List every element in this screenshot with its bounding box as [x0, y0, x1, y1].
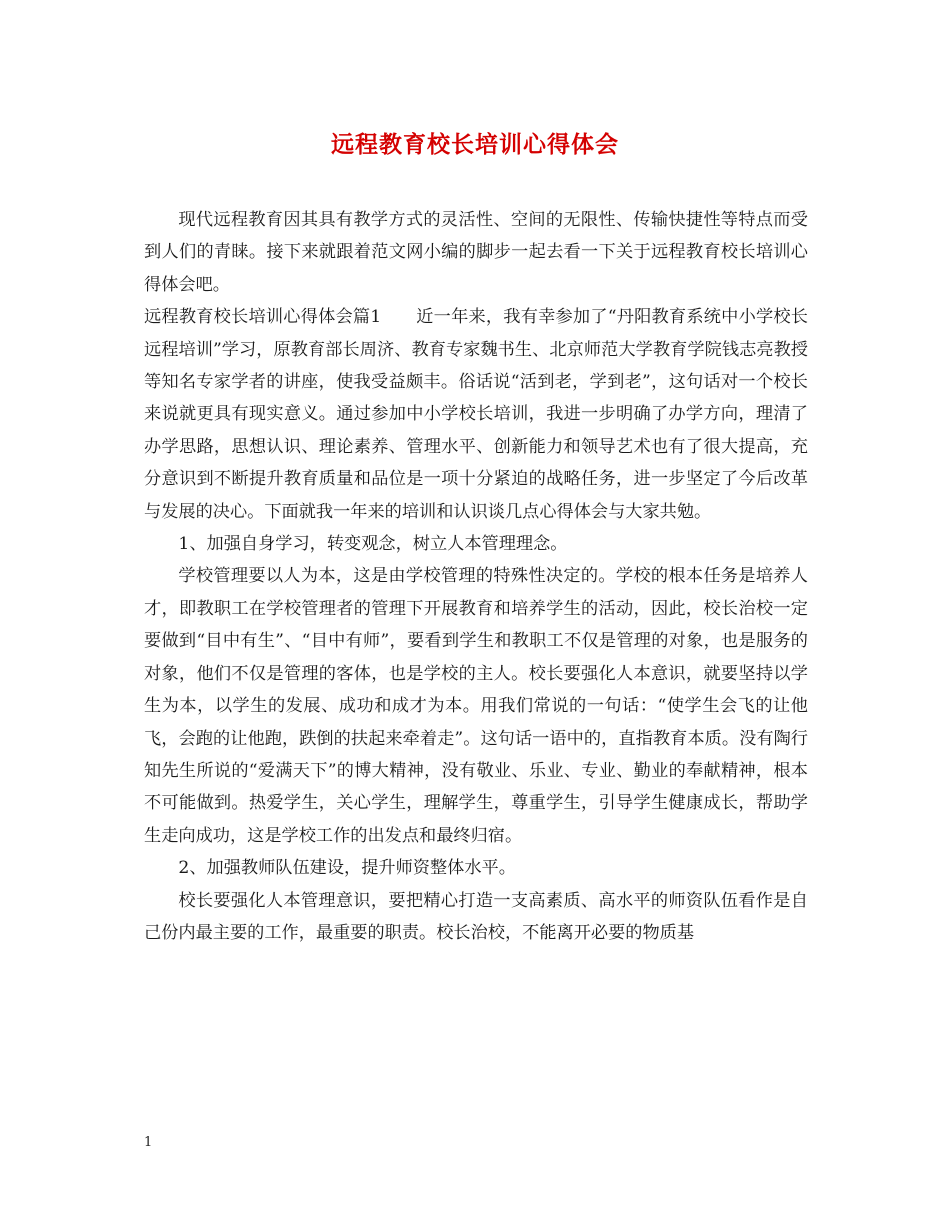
paragraph-point-2: 校长要强化人本管理意识，要把精心打造一支高素质、高水平的师资队伍看作是自己份内最主要的工作，最重要的职责。校长治校，不能离开必要的物质基: [144, 890, 808, 943]
document-title: 远程教育校长培训心得体会: [331, 131, 619, 158]
page-number: 1: [144, 1135, 153, 1150]
paragraph-section-1-opening: 远程教育校长培训心得体会篇1 近一年来，我有幸参加了“丹阳教育系统中小学校长远程培训”学习，原教育部长周济、教育专家魏书生、北京师范大学教育学院钱志亮教授等知名专家学者的讲座，使我受益颇丰。俗话说“活到老，学到老”，这句话对一个校长来说就更具有现实意义。通过参加中小学校长培训，我进一步明确了办学方向，理清了办学思路，思想认识、理论素养、管理水平、创新能力和领导艺术也有了很大提高，充分意识到不断提升教育质量和品位是一项十分紧迫的战略任务，进一步坚定了今后改革与发展的决心。下面就我一年来的培训和认识谈几点心得体会与大家共勉。: [144, 307, 808, 522]
heading-point-2: 2、加强教师队伍建设，提升师资整体水平。: [178, 858, 516, 879]
paragraph-point-1: 学校管理要以人为本，这是由学校管理的特殊性决定的。学校的根本任务是培养人才，即教职工在学校管理者的管理下开展教育和培养学生的活动，因此，校长治校一定要做到“目中有生”、“目中有师”，要看到学生和教职工不仅是管理的对象，也是服务的对象，他们不仅是管理的客体，也是学校的主人。校长要强化人本意识，就要坚持以学生为本，以学生的发展、成功和成才为本。用我们常说的一句话：“使学生会飞的让他飞，会跑的让他跑，跌倒的扶起来牵着走”。这句话一语中的，直指教育本质。没有陶行知先生所说的“爱满天下”的博大精神，没有敬业、乐业、专业、勤业的奉献精神，根本不可能做到。热爱学生，关心学生，理解学生，尊重学生，引导学生健康成长，帮助学生走向成功，这是学校工作的出发点和最终归宿。: [144, 566, 808, 846]
document-body: [144, 204, 808, 949]
heading-point-1: 1、加强自身学习，转变观念，树立人本管理理念。: [178, 534, 568, 555]
paragraph-intro: 现代远程教育因其具有教学方式的灵活性、空间的无限性、传输快捷性等特点而受到人们的青睐。接下来就跟着范文网小编的脚步一起去看一下关于远程教育校长培训心得体会吧。: [144, 210, 808, 295]
